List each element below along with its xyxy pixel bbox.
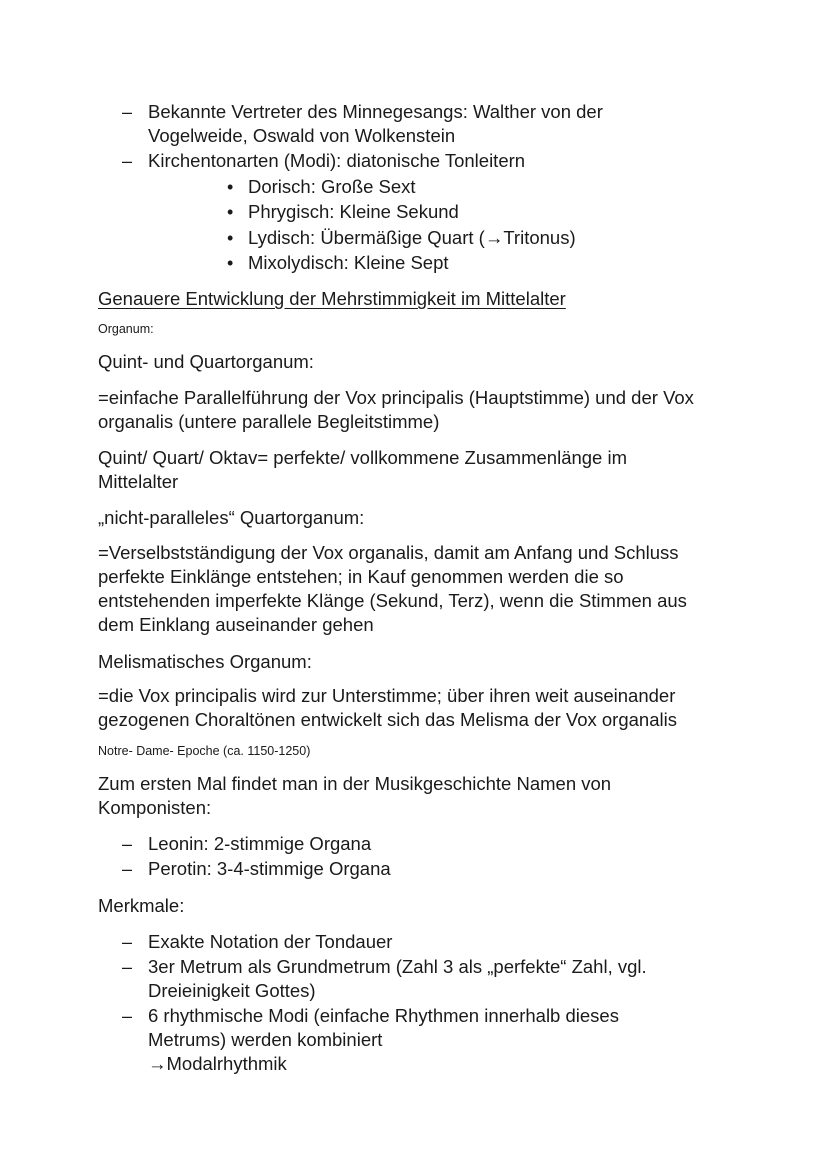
list-dash: –	[122, 834, 133, 854]
composer-item: Perotin: 3-4-stimmige Organa	[148, 858, 391, 879]
paragraph-line: organalis (untere parallele Begleitstimme)	[98, 411, 440, 432]
list-dash: –	[122, 957, 133, 977]
paragraph-line: dem Einklang auseinander gehen	[98, 614, 374, 635]
mode-item: Lydisch: Übermäßige Quart (→Tritonus)	[248, 227, 576, 248]
feature-item: Exakte Notation der Tondauer	[148, 931, 393, 952]
bullet: •	[227, 202, 234, 222]
small-label: Notre- Dame- Epoche (ca. 1150-1250)	[98, 744, 311, 758]
composer-item: Leonin: 2-stimmige Organa	[148, 833, 372, 854]
feature-item: →Modalrhythmik	[148, 1053, 287, 1074]
list-dash: –	[122, 1006, 133, 1026]
small-label: Organum:	[98, 322, 154, 336]
feature-item: 3er Metrum als Grundmetrum (Zahl 3 als „perfekte“ Zahl, vgl.	[148, 956, 647, 977]
subheading: Quint- und Quartorganum:	[98, 351, 314, 372]
paragraph-line: Quint/ Quart/ Oktav= perfekte/ vollkommene Zusammenlänge im	[98, 447, 628, 468]
bullet: •	[227, 228, 234, 248]
list-dash: –	[122, 151, 133, 171]
paragraph-line: perfekte Einklänge entstehen; in Kauf genommen werden die so	[98, 566, 624, 587]
paragraph-line: gezogenen Choraltönen entwickelt sich das Melisma der Vox organalis	[98, 709, 677, 730]
mode-item: Mixolydisch: Kleine Sept	[248, 252, 449, 273]
paragraph-line: =Verselbstständigung der Vox organalis, damit am Anfang und Schluss	[98, 542, 679, 563]
paragraph-line: =einfache Parallelführung der Vox principalis (Hauptstimme) und der Vox	[98, 387, 694, 408]
list-item-text: Vogelweide, Oswald von Wolkenstein	[148, 125, 456, 146]
paragraph-line: =die Vox principalis wird zur Unterstimme; über ihren weit auseinander	[98, 685, 676, 706]
list-dash: –	[122, 859, 133, 879]
subheading: Merkmale:	[98, 895, 185, 916]
list-dash: –	[122, 932, 133, 952]
section-heading: Genauere Entwicklung der Mehrstimmigkeit im Mittelalter	[98, 288, 566, 309]
bullet: •	[227, 177, 234, 197]
list-item-text: Bekannte Vertreter des Minnegesangs: Walther von der	[148, 101, 603, 122]
feature-item: 6 rhythmische Modi (einfache Rhythmen innerhalb dieses	[148, 1005, 619, 1026]
list-item-text: Kirchentonarten (Modi): diatonische Tonleitern	[148, 150, 526, 171]
bullet: •	[227, 253, 234, 273]
subheading: „nicht-paralleles“ Quartorganum:	[98, 507, 365, 528]
paragraph-line: Mittelalter	[98, 471, 179, 492]
subheading: Melismatisches Organum:	[98, 651, 312, 672]
paragraph-line: entstehenden imperfekte Klänge (Sekund, Terz), wenn die Stimmen aus	[98, 590, 687, 611]
mode-item: Phrygisch: Kleine Sekund	[248, 201, 459, 222]
feature-item: Metrums) werden kombiniert	[148, 1029, 383, 1050]
feature-item: Dreieinigkeit Gottes)	[148, 980, 316, 1001]
paragraph-line: Zum ersten Mal findet man in der Musikgeschichte Namen von	[98, 773, 612, 794]
mode-item: Dorisch: Große Sext	[248, 176, 416, 197]
paragraph-line: Komponisten:	[98, 797, 212, 818]
list-dash: –	[122, 102, 133, 122]
